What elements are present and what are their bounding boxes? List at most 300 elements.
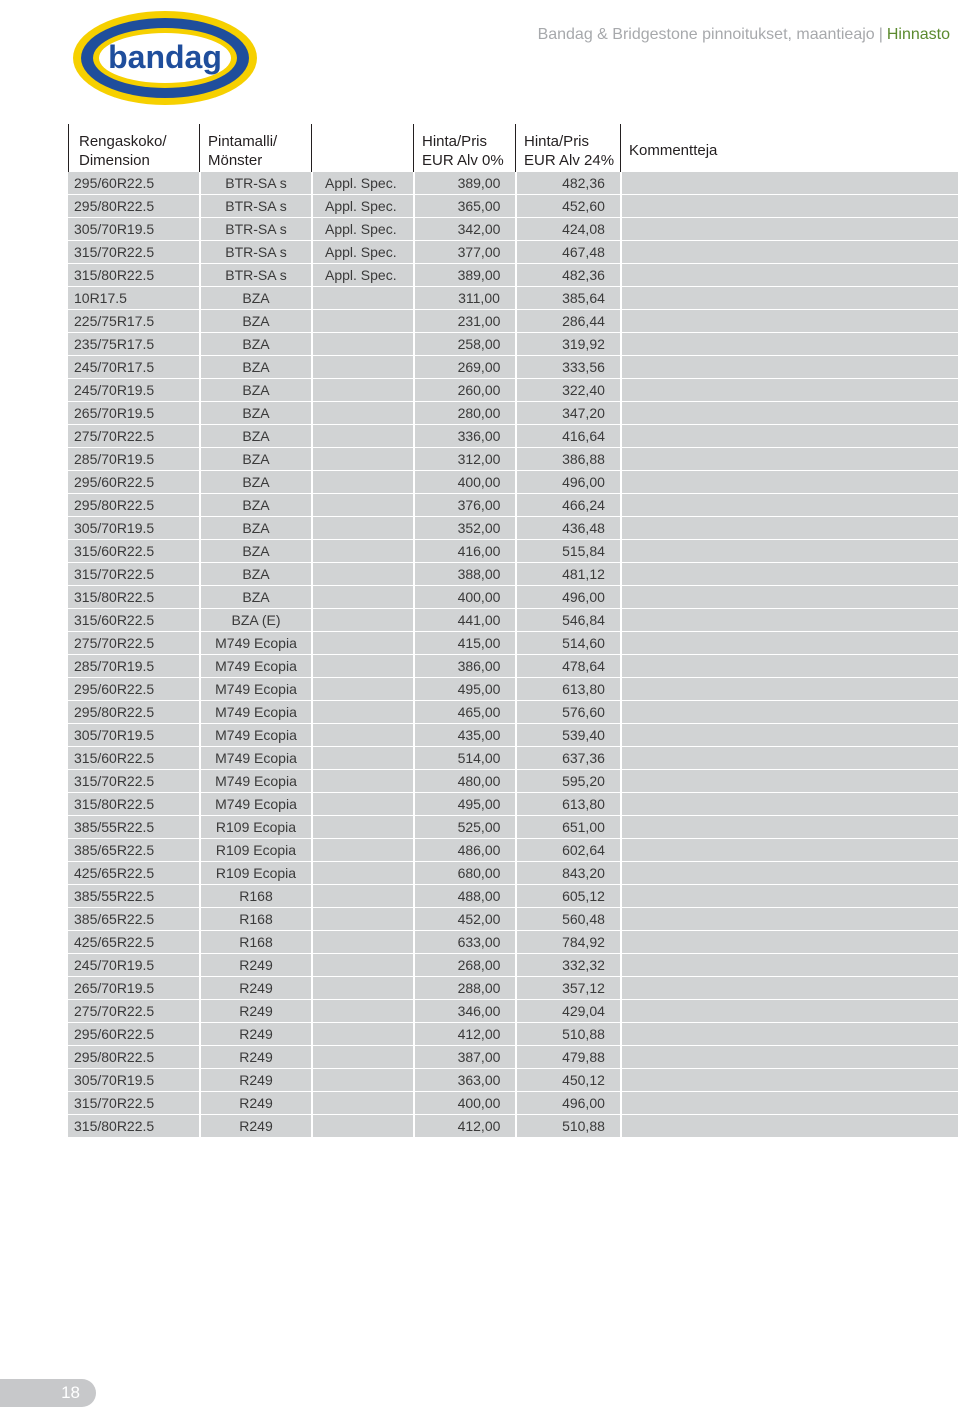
size-cell: 385/65R22.5 [68,839,199,862]
comment-cell [620,747,958,770]
price-incl-cell: 613,80 [515,678,620,701]
comment-cell [620,264,958,287]
size-cell: 225/75R17.5 [68,310,199,333]
table-row [68,195,958,218]
table-row [68,448,958,471]
table-row [68,264,958,287]
price-excl-cell: 231,00 [413,310,515,333]
price-excl-cell: 452,00 [413,908,515,931]
price-excl-cell: 415,00 [413,632,515,655]
table-row [68,885,958,908]
tread-cell: M749 Ecopia [199,701,311,724]
tread-cell: R109 Ecopia [199,816,311,839]
price-incl-cell: 332,32 [515,954,620,977]
note-cell [311,839,413,862]
price-incl-cell: 479,88 [515,1046,620,1069]
size-cell: 295/80R22.5 [68,1046,199,1069]
tread-cell: BZA [199,425,311,448]
price-excl-cell: 365,00 [413,195,515,218]
column-header-note [311,124,413,172]
price-excl-cell: 412,00 [413,1023,515,1046]
table-row [68,1000,958,1023]
tread-cell: M749 Ecopia [199,747,311,770]
header-separator: | [878,26,883,43]
price-incl-cell: 510,88 [515,1023,620,1046]
price-excl-cell: 336,00 [413,425,515,448]
table-row [68,1023,958,1046]
note-cell [311,770,413,793]
size-cell: 235/75R17.5 [68,333,199,356]
note-cell [311,862,413,885]
price-incl-cell: 843,20 [515,862,620,885]
note-cell [311,724,413,747]
table-row [68,563,958,586]
tread-cell: BZA [199,310,311,333]
price-incl-cell: 784,92 [515,931,620,954]
price-excl-cell: 388,00 [413,563,515,586]
price-excl-cell: 280,00 [413,402,515,425]
price-incl-cell: 467,48 [515,241,620,264]
size-cell: 315/70R22.5 [68,770,199,793]
price-incl-cell: 424,08 [515,218,620,241]
note-cell [311,379,413,402]
comment-cell [620,655,958,678]
note-cell [311,471,413,494]
note-cell [311,1069,413,1092]
note-cell [311,287,413,310]
comment-cell [620,1069,958,1092]
comment-cell [620,793,958,816]
size-cell: 315/70R22.5 [68,1092,199,1115]
column-header-price-incl: Hinta/Pris EUR Alv 24% [515,124,620,172]
size-cell: 295/60R22.5 [68,172,199,195]
comment-cell [620,563,958,586]
note-cell: Appl. Spec. [311,172,413,195]
size-cell: 385/65R22.5 [68,908,199,931]
comment-cell [620,816,958,839]
comment-cell [620,356,958,379]
tread-cell: R249 [199,1069,311,1092]
price-incl-cell: 496,00 [515,586,620,609]
size-cell: 245/70R19.5 [68,379,199,402]
price-incl-cell: 560,48 [515,908,620,931]
price-excl-cell: 633,00 [413,931,515,954]
note-cell [311,931,413,954]
price-excl-cell: 386,00 [413,655,515,678]
price-excl-cell: 269,00 [413,356,515,379]
table-row [68,1115,958,1138]
tread-cell: BZA [199,448,311,471]
price-incl-cell: 357,12 [515,977,620,1000]
note-cell [311,1092,413,1115]
price-excl-cell: 342,00 [413,218,515,241]
tread-cell: BZA [199,586,311,609]
comment-cell [620,931,958,954]
price-incl-cell: 496,00 [515,1092,620,1115]
size-cell: 295/80R22.5 [68,195,199,218]
note-cell [311,517,413,540]
price-excl-cell: 346,00 [413,1000,515,1023]
note-cell: Appl. Spec. [311,264,413,287]
note-cell [311,425,413,448]
price-incl-cell: 637,36 [515,747,620,770]
table-row [68,632,958,655]
table-row [68,471,958,494]
tread-cell: BZA [199,494,311,517]
price-excl-cell: 352,00 [413,517,515,540]
note-cell [311,402,413,425]
tread-cell: BTR-SA s [199,264,311,287]
tread-cell: M749 Ecopia [199,655,311,678]
price-incl-cell: 481,12 [515,563,620,586]
tread-cell: R249 [199,1000,311,1023]
table-row [68,241,958,264]
tread-cell: BZA [199,379,311,402]
size-cell: 315/70R22.5 [68,241,199,264]
tread-cell: R249 [199,1023,311,1046]
comment-cell [620,448,958,471]
table-row [68,655,958,678]
comment-cell [620,885,958,908]
note-cell [311,954,413,977]
table-row [68,218,958,241]
comment-cell [620,471,958,494]
comment-cell [620,218,958,241]
table-row [68,333,958,356]
price-incl-cell: 466,24 [515,494,620,517]
size-cell: 285/70R19.5 [68,655,199,678]
tread-cell: R249 [199,1092,311,1115]
comment-cell [620,172,958,195]
size-cell: 245/70R19.5 [68,954,199,977]
price-incl-cell: 450,12 [515,1069,620,1092]
price-excl-cell: 495,00 [413,678,515,701]
comment-cell [620,632,958,655]
tread-cell: BZA [199,402,311,425]
comment-cell [620,402,958,425]
comment-cell [620,517,958,540]
tread-cell: R249 [199,954,311,977]
price-incl-cell: 510,88 [515,1115,620,1138]
table-row [68,425,958,448]
tread-cell: BZA [199,517,311,540]
note-cell [311,977,413,1000]
comment-cell [620,586,958,609]
comment-cell [620,425,958,448]
table-row [68,1092,958,1115]
note-cell [311,1046,413,1069]
tread-cell: BTR-SA s [199,195,311,218]
comment-cell [620,609,958,632]
price-incl-cell: 333,56 [515,356,620,379]
comment-cell [620,977,958,1000]
price-excl-cell: 400,00 [413,586,515,609]
comment-cell [620,862,958,885]
note-cell [311,816,413,839]
comment-cell [620,678,958,701]
comment-cell [620,195,958,218]
note-cell: Appl. Spec. [311,241,413,264]
price-excl-cell: 389,00 [413,172,515,195]
size-cell: 315/60R22.5 [68,609,199,632]
note-cell [311,356,413,379]
price-incl-cell: 429,04 [515,1000,620,1023]
price-incl-cell: 482,36 [515,172,620,195]
price-excl-cell: 412,00 [413,1115,515,1138]
size-cell: 425/65R22.5 [68,931,199,954]
tread-cell: BZA [199,563,311,586]
note-cell [311,1023,413,1046]
price-incl-cell: 515,84 [515,540,620,563]
size-cell: 385/55R22.5 [68,885,199,908]
price-incl-cell: 322,40 [515,379,620,402]
comment-cell [620,379,958,402]
comment-cell [620,241,958,264]
table-row [68,954,958,977]
comment-cell [620,1092,958,1115]
column-header-price-excl: Hinta/Pris EUR Alv 0% [413,124,515,172]
note-cell [311,701,413,724]
size-cell: 295/80R22.5 [68,494,199,517]
tread-cell: R249 [199,1046,311,1069]
note-cell [311,1115,413,1138]
price-excl-cell: 376,00 [413,494,515,517]
size-cell: 275/70R22.5 [68,632,199,655]
table-row [68,517,958,540]
comment-cell [620,770,958,793]
price-incl-cell: 482,36 [515,264,620,287]
price-excl-cell: 268,00 [413,954,515,977]
tread-cell: M749 Ecopia [199,770,311,793]
price-incl-cell: 416,64 [515,425,620,448]
size-cell: 305/70R19.5 [68,517,199,540]
header-section: Hinnasto [886,26,950,43]
tread-cell: R249 [199,1115,311,1138]
price-incl-cell: 514,60 [515,632,620,655]
note-cell [311,747,413,770]
size-cell: 315/80R22.5 [68,1115,199,1138]
price-excl-cell: 260,00 [413,379,515,402]
tread-cell: BZA (E) [199,609,311,632]
note-cell [311,310,413,333]
size-cell: 425/65R22.5 [68,862,199,885]
size-cell: 305/70R19.5 [68,218,199,241]
column-header-size: Rengaskoko/ Dimension [68,124,199,172]
price-excl-cell: 680,00 [413,862,515,885]
table-row [68,908,958,931]
note-cell [311,609,413,632]
price-incl-cell: 319,92 [515,333,620,356]
table-row [68,540,958,563]
note-cell [311,1000,413,1023]
column-header-tread: Pintamalli/ Mönster [199,124,311,172]
price-incl-cell: 386,88 [515,448,620,471]
price-incl-cell: 478,64 [515,655,620,678]
note-cell [311,678,413,701]
price-excl-cell: 387,00 [413,1046,515,1069]
table-row [68,747,958,770]
column-header-comment: Kommentteja [620,124,958,172]
price-incl-cell: 496,00 [515,471,620,494]
size-cell: 275/70R22.5 [68,425,199,448]
tread-cell: BZA [199,287,311,310]
price-excl-cell: 465,00 [413,701,515,724]
table-row [68,586,958,609]
note-cell [311,655,413,678]
table-row [68,379,958,402]
page-header [538,26,950,44]
table-header-row [68,124,958,172]
price-excl-cell: 495,00 [413,793,515,816]
price-incl-cell: 286,44 [515,310,620,333]
tread-cell: R168 [199,885,311,908]
comment-cell [620,954,958,977]
price-excl-cell: 311,00 [413,287,515,310]
price-table-body [68,172,958,1138]
size-cell: 315/70R22.5 [68,563,199,586]
price-excl-cell: 480,00 [413,770,515,793]
size-cell: 265/70R19.5 [68,402,199,425]
table-row [68,701,958,724]
price-excl-cell: 514,00 [413,747,515,770]
note-cell [311,448,413,471]
price-incl-cell: 651,00 [515,816,620,839]
price-excl-cell: 400,00 [413,471,515,494]
note-cell [311,586,413,609]
comment-cell [620,287,958,310]
size-cell: 295/60R22.5 [68,678,199,701]
note-cell [311,333,413,356]
tread-cell: R109 Ecopia [199,839,311,862]
comment-cell [620,1115,958,1138]
table-row [68,609,958,632]
price-incl-cell: 436,48 [515,517,620,540]
table-row [68,1046,958,1069]
size-cell: 305/70R19.5 [68,724,199,747]
tread-cell: M749 Ecopia [199,678,311,701]
tread-cell: BTR-SA s [199,241,311,264]
size-cell: 245/70R17.5 [68,356,199,379]
tread-cell: R168 [199,908,311,931]
table-row [68,931,958,954]
comment-cell [620,908,958,931]
tread-cell: M749 Ecopia [199,793,311,816]
size-cell: 295/60R22.5 [68,1023,199,1046]
note-cell: Appl. Spec. [311,195,413,218]
header-title: Bandag & Bridgestone pinnoitukset, maantieajo [537,26,875,43]
tread-cell: BZA [199,333,311,356]
note-cell [311,494,413,517]
size-cell: 315/80R22.5 [68,793,199,816]
table-row [68,793,958,816]
price-incl-cell: 546,84 [515,609,620,632]
price-incl-cell: 595,20 [515,770,620,793]
size-cell: 385/55R22.5 [68,816,199,839]
table-row [68,287,958,310]
price-incl-cell: 452,60 [515,195,620,218]
size-cell: 315/80R22.5 [68,264,199,287]
comment-cell [620,724,958,747]
table-row [68,862,958,885]
comment-cell [620,1000,958,1023]
tread-cell: BTR-SA s [199,172,311,195]
price-incl-cell: 539,40 [515,724,620,747]
tread-cell: BZA [199,540,311,563]
table-row [68,172,958,195]
size-cell: 315/80R22.5 [68,586,199,609]
size-cell: 315/60R22.5 [68,540,199,563]
size-cell: 305/70R19.5 [68,1069,199,1092]
size-cell: 265/70R19.5 [68,977,199,1000]
price-excl-cell: 488,00 [413,885,515,908]
page-number: 18 [0,1379,96,1407]
comment-cell [620,310,958,333]
size-cell: 285/70R19.5 [68,448,199,471]
price-excl-cell: 288,00 [413,977,515,1000]
price-excl-cell: 389,00 [413,264,515,287]
table-row [68,494,958,517]
price-incl-cell: 347,20 [515,402,620,425]
price-incl-cell: 602,64 [515,839,620,862]
price-incl-cell: 613,80 [515,793,620,816]
tread-cell: R109 Ecopia [199,862,311,885]
bandag-logo [70,8,260,108]
tread-cell: BTR-SA s [199,218,311,241]
size-cell: 295/60R22.5 [68,471,199,494]
note-cell [311,793,413,816]
price-excl-cell: 312,00 [413,448,515,471]
price-incl-cell: 605,12 [515,885,620,908]
logo-wordmark: bandag [108,39,222,75]
comment-cell [620,494,958,517]
size-cell: 295/80R22.5 [68,701,199,724]
table-row [68,402,958,425]
table-row [68,310,958,333]
price-excl-cell: 258,00 [413,333,515,356]
price-excl-cell: 435,00 [413,724,515,747]
price-excl-cell: 441,00 [413,609,515,632]
note-cell [311,563,413,586]
price-excl-cell: 525,00 [413,816,515,839]
tread-cell: M749 Ecopia [199,632,311,655]
table-row [68,977,958,1000]
note-cell [311,540,413,563]
price-incl-cell: 385,64 [515,287,620,310]
size-cell: 10R17.5 [68,287,199,310]
comment-cell [620,540,958,563]
size-cell: 275/70R22.5 [68,1000,199,1023]
tread-cell: BZA [199,356,311,379]
table-row [68,816,958,839]
table-row [68,724,958,747]
table-row [68,356,958,379]
tread-cell: BZA [199,471,311,494]
tread-cell: R249 [199,977,311,1000]
note-cell [311,885,413,908]
table-row [68,770,958,793]
size-cell: 315/60R22.5 [68,747,199,770]
price-excl-cell: 363,00 [413,1069,515,1092]
comment-cell [620,701,958,724]
price-excl-cell: 400,00 [413,1092,515,1115]
comment-cell [620,333,958,356]
price-incl-cell: 576,60 [515,701,620,724]
note-cell [311,908,413,931]
comment-cell [620,839,958,862]
price-excl-cell: 377,00 [413,241,515,264]
tread-cell: R168 [199,931,311,954]
table-row [68,1069,958,1092]
